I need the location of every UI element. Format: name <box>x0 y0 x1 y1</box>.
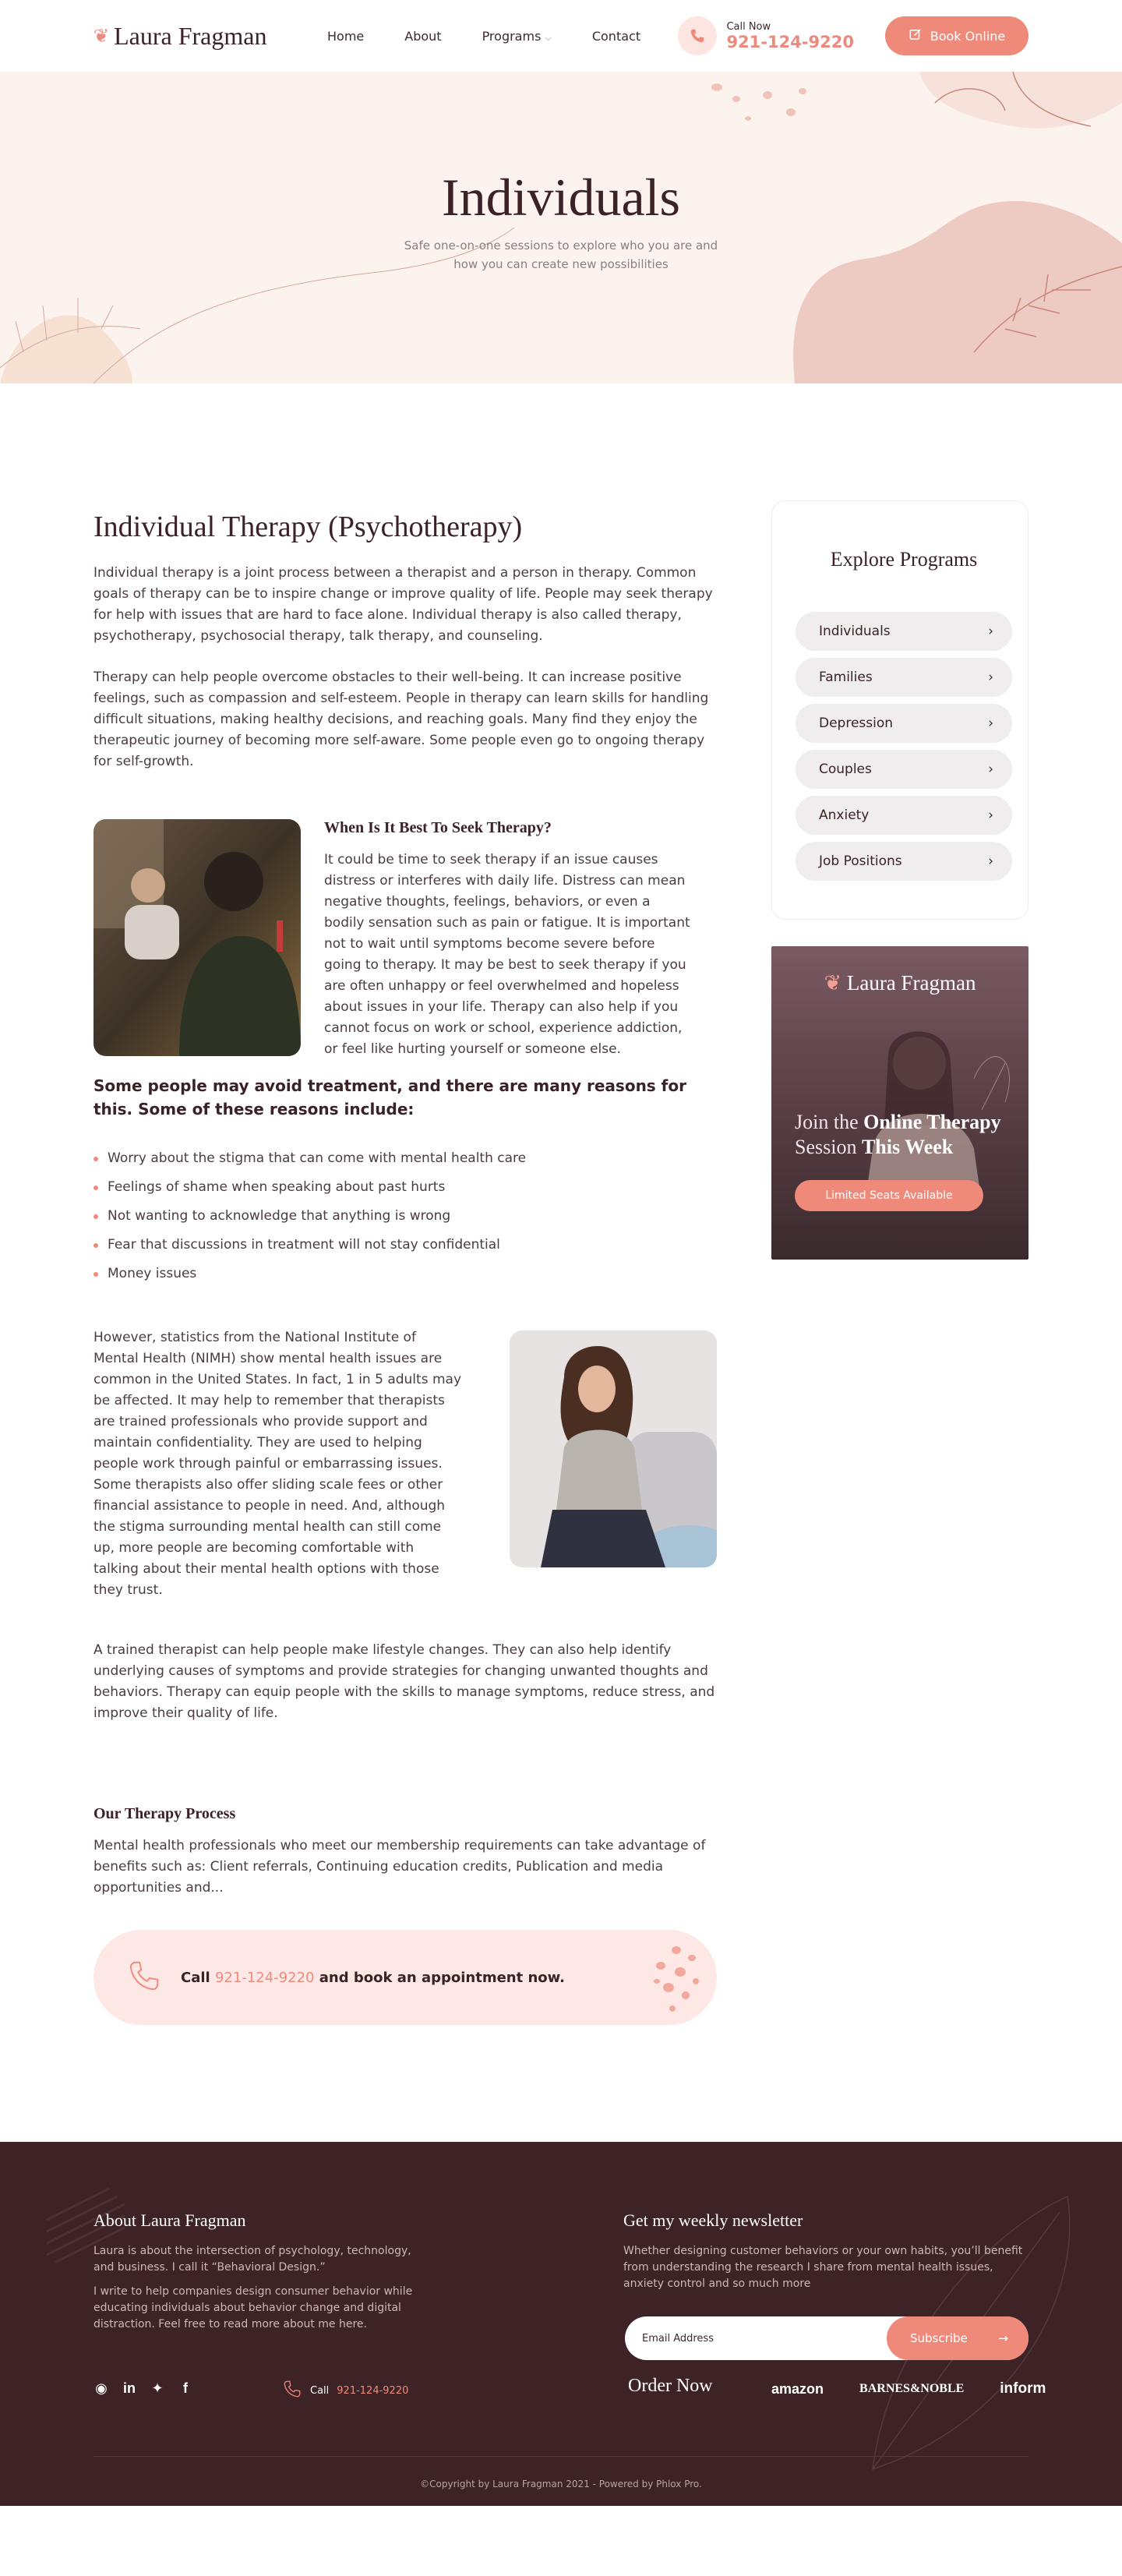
article-title: Individual Therapy (Psychotherapy) <box>94 511 523 543</box>
program-individuals[interactable] <box>796 612 1012 651</box>
bullet-icon <box>94 1272 98 1277</box>
list-item <box>94 1231 717 1260</box>
newsletter-form <box>625 2316 1028 2360</box>
subscribe-button[interactable] <box>887 2316 1028 2360</box>
main-nav <box>327 29 678 44</box>
phone-icon <box>678 16 717 55</box>
chevron-right-icon: › <box>988 807 993 823</box>
reason-text: Money issues <box>108 1266 197 1281</box>
list-item <box>94 1173 717 1202</box>
when-section <box>94 819 717 1060</box>
edit-icon <box>909 27 923 44</box>
process-text: Mental health professionals who meet our membership requirements can take advantage of benefits such as: Client referrals, Continuing education credits, Publication and media opportunities and... <box>94 1838 706 1896</box>
reason-text: Not wanting to acknowledge that anything is wrong <box>108 1208 451 1224</box>
footer-call-phone[interactable]: 921-124-9220 <box>337 2384 409 2397</box>
inform-logo[interactable]: inform <box>1000 2380 1046 2397</box>
book-online-button[interactable] <box>885 16 1028 55</box>
main-content <box>0 383 1122 2025</box>
site-footer <box>0 2142 1122 2506</box>
call-label: Call Now <box>726 20 771 33</box>
site-header <box>0 0 1122 72</box>
list-item <box>94 1144 717 1173</box>
cta-phone[interactable]: 921-124-9220 <box>214 1969 315 1986</box>
process-title: Our Therapy Process <box>94 1805 236 1822</box>
chevron-right-icon: › <box>988 853 993 869</box>
footer-divider <box>94 2456 1028 2457</box>
bullet-icon <box>94 1186 98 1190</box>
amazon-logo[interactable]: amazon <box>771 2380 824 2397</box>
limited-seats-button[interactable]: Limited Seats Available <box>795 1180 983 1211</box>
program-label: Job Positions <box>819 853 902 869</box>
chevron-right-icon: › <box>988 716 993 731</box>
bullet-icon <box>94 1214 98 1219</box>
hero-subtitle: Safe one-on-one sessions to explore who you are and how you can create new possibilities <box>404 239 718 271</box>
promo-logo <box>771 971 1028 995</box>
book-online-label: Book Online <box>930 28 1006 44</box>
therapy-session-photo <box>94 819 301 1056</box>
hero <box>0 72 1122 383</box>
list-item <box>94 1260 717 1288</box>
nav-contact[interactable]: Contact <box>591 28 641 44</box>
twitter-icon[interactable]: ✦ <box>151 2380 164 2397</box>
newsletter-title: Get my weekly newsletter <box>623 2210 803 2230</box>
program-label: Individuals <box>819 624 891 639</box>
chevron-down-icon: ⌵ <box>545 32 552 43</box>
nav-about[interactable]: About <box>404 28 442 44</box>
email-input[interactable] <box>642 2333 887 2345</box>
footer-call[interactable] <box>282 2379 408 2402</box>
when-title: When Is It Best To Seek Therapy? <box>324 819 552 836</box>
woman-portrait-photo <box>510 1330 717 1567</box>
phone-icon <box>126 1958 162 1997</box>
program-label: Depression <box>819 716 894 731</box>
hero-title: Individuals <box>442 168 680 227</box>
online-therapy-promo <box>771 946 1028 1260</box>
promo-week: This Week <box>861 1136 954 1158</box>
benefits-paragraph: Therapy can help people overcome obstacles to their well-being. It can increase positive feelings, such as compassion and self-esteem. People in therapy can learn skills for handling difficult situations, making healthy decisions, and reaching goals. Many find they enjoy the therapeutic journey of becoming more self-aware. Some people even go to ongoing therapy for self-growth. <box>94 670 709 769</box>
program-job-positions[interactable] <box>796 842 1012 881</box>
promo-online: Online Therapy <box>863 1111 1001 1133</box>
program-couples[interactable] <box>796 750 1012 789</box>
program-anxiety[interactable] <box>796 796 1012 835</box>
reasons-title: Some people may avoid treatment, and there are many reasons for this. Some of these reasons include: <box>94 1076 686 1118</box>
reason-text: Feelings of shame when speaking about past hurts <box>108 1179 446 1195</box>
intro-paragraph: Individual therapy is a joint process between a therapist and a person in therapy. Common goals of therapy can be to inspire change or improve quality of life. People may seek therapy for help with issues that are hard to face alone. Individual therapy is also called therapy, psychotherapy, psychosocial therapy, talk therapy, and counseling. <box>94 565 713 644</box>
program-depression[interactable] <box>796 704 1012 743</box>
call-phone[interactable]: 921-124-9220 <box>726 32 854 51</box>
footer-call-label: Call <box>310 2384 330 2397</box>
cta-prefix: Call <box>181 1969 215 1986</box>
lifestyle-paragraph: A trained therapist can help people make lifestyle changes. They can also help identify underlying causes of symptoms and provide strategies for changing unwanted thoughts and behaviors. Therapy can equip people with the skills to manage symptoms, reduce stress, and improve their quality of life. <box>94 1642 715 1721</box>
newsletter-text: Whether designing customer behaviors or your own habits, you’ll benefit from understanding the research I share from mental health issues, anxiety control and so much more <box>623 2245 1023 2290</box>
promo-title <box>795 1110 1013 1160</box>
order-now-label: Order Now <box>628 2376 713 2396</box>
footer-newsletter <box>623 2210 1028 2292</box>
retailer-logos <box>771 2380 1046 2398</box>
facebook-icon[interactable]: f <box>183 2380 188 2396</box>
stats-text: However, statistics from the National Institute of Mental Health (NIMH) show mental health issues are common in the United States. In fact, 1 in 5 adults may be affected. It may help to remember that therapists are trained professionals who provide support and maintain confidentiality. They are used to helping people work through painful or embarrassing issues. Some therapists also offer sliding scale fees or other financial assistance to people in need. And, although the stigma surrounding mental health can still come up, more people are becoming comfortable with talking about their mental health options with those they trust. <box>94 1330 461 1598</box>
cta-suffix: and book an appointment now. <box>314 1969 565 1986</box>
cta-text <box>181 1970 565 1986</box>
dots-decoration <box>637 1935 707 2020</box>
phone-icon <box>282 2379 302 2402</box>
footer-about <box>94 2210 429 2341</box>
stats-section <box>94 1327 717 1601</box>
about-title: About Laura Fragman <box>94 2210 246 2230</box>
reason-text: Worry about the stigma that can come with mental health care <box>108 1150 527 1166</box>
about-text-1: Laura is about the intersection of psychology, technology, and business. I call it “Behavioral Design.” <box>94 2245 411 2274</box>
sidebar <box>771 493 1028 2025</box>
logo-text: Laura Fragman <box>114 21 267 50</box>
arrow-right-icon: → <box>998 2331 1008 2345</box>
program-label: Couples <box>819 761 872 777</box>
when-text: It could be time to seek therapy if an issue causes distress or interferes with daily life. Distress can mean negative thoughts, feelings, behaviors, or even a bodily sensation such as pain or fatigue. It is important not to wait until symptoms become severe before going to therapy. It may be best to seek therapy if you are often unhappy or feel overwhelmed and hopeless about issues in your life. Therapy can also help if you cannot focus on work or school, experience addiction, or feel like hurting yourself or someone else. <box>324 852 690 1057</box>
article <box>94 493 717 2025</box>
list-item <box>94 1202 717 1231</box>
header-call[interactable] <box>678 16 854 55</box>
linkedin-icon[interactable]: in <box>123 2380 136 2396</box>
reasons-list <box>94 1144 717 1288</box>
chevron-right-icon: › <box>988 624 993 639</box>
explore-title: Explore Programs <box>830 548 978 571</box>
promo-join: Join the <box>795 1111 864 1133</box>
program-label: Anxiety <box>819 807 870 823</box>
subscribe-label: Subscribe <box>910 2331 968 2345</box>
nav-programs[interactable] <box>482 29 552 44</box>
leaf-logo-icon: ❦ <box>94 26 110 47</box>
promo-logo-text: Laura Fragman <box>846 971 976 995</box>
site-logo[interactable] <box>94 22 327 51</box>
nav-programs-label: Programs <box>482 28 542 44</box>
social-links <box>94 2380 193 2397</box>
bullet-icon <box>94 1243 98 1248</box>
about-text-2: I write to help companies design consumer behavior while educating individuals about behavior change and digital distraction. Feel free to read more about me here. <box>94 2285 413 2330</box>
chevron-right-icon: › <box>988 761 993 777</box>
leaf-logo-icon: ❦ <box>824 971 842 995</box>
call-cta-bar[interactable] <box>94 1930 717 2025</box>
copyright: ©Copyright by Laura Fragman 2021 - Powered by Phlox Pro. <box>420 2479 702 2489</box>
chevron-right-icon: › <box>988 670 993 685</box>
explore-programs-card <box>771 500 1028 920</box>
program-label: Families <box>819 670 873 685</box>
barnes-noble-logo[interactable]: BARNES&NOBLE <box>859 2382 965 2395</box>
promo-session: Session <box>795 1136 862 1158</box>
reason-text: Fear that discussions in treatment will not stay confidential <box>108 1237 500 1253</box>
reddit-icon[interactable]: ◉ <box>95 2380 108 2397</box>
program-families[interactable] <box>796 658 1012 697</box>
nav-home[interactable]: Home <box>327 28 365 44</box>
bullet-icon <box>94 1157 98 1161</box>
